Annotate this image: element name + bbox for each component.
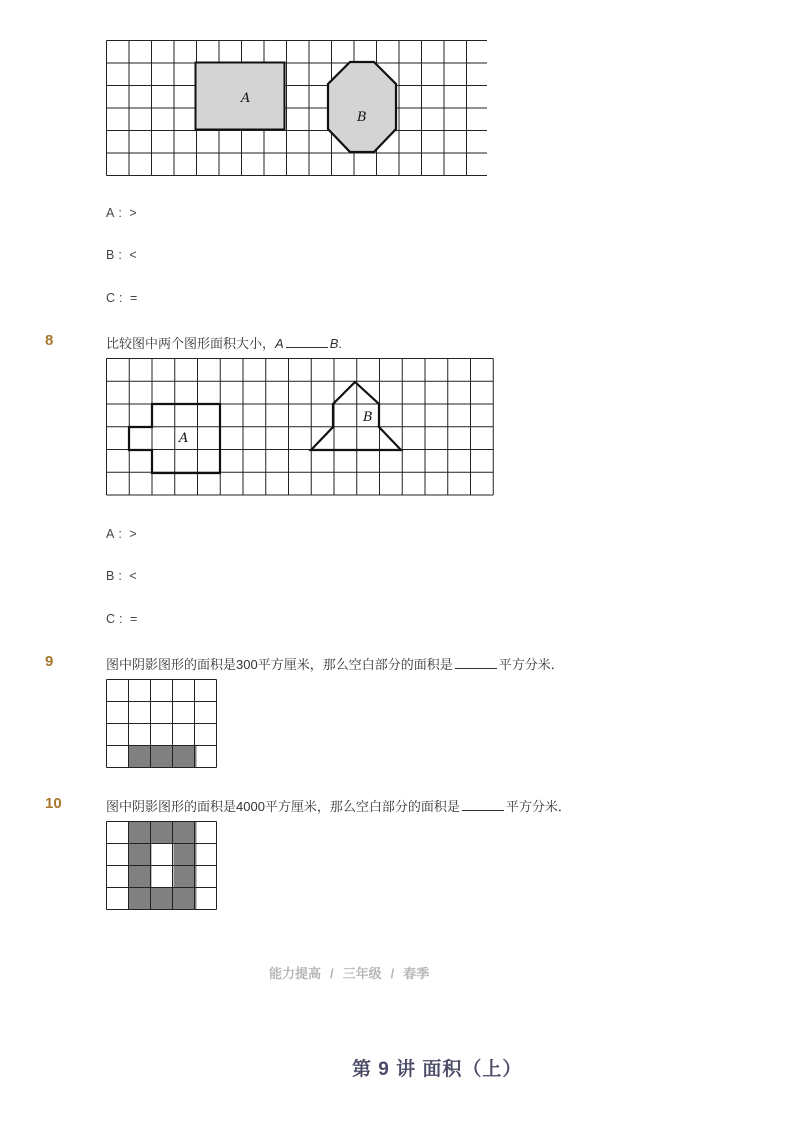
q7-shape-b (328, 62, 396, 152)
footer-grade: 三年级 (342, 966, 382, 981)
q7-option-a[interactable]: A : > (106, 206, 137, 220)
q8-shape-b (311, 382, 401, 450)
q8-label-a: A (179, 431, 189, 446)
footer-level: 能力提高 (269, 966, 322, 981)
q8-label-b: B (363, 410, 373, 425)
option-key: C (106, 291, 116, 305)
option-key: B (106, 569, 115, 583)
q10-answer-blank[interactable] (462, 809, 504, 811)
option-key: A (106, 206, 115, 220)
q8-grid (107, 359, 494, 496)
q8-option-a[interactable]: A : > (106, 527, 137, 541)
q9-number: 9 (45, 653, 54, 670)
q9-shaded-region (129, 746, 197, 768)
q7-label-b: B (357, 110, 367, 125)
lecture-title: 第 9 讲 面积（上） (352, 1059, 523, 1080)
q8-option-c[interactable]: C : = (106, 612, 138, 626)
q8-text (106, 333, 342, 352)
footer-separator: / (330, 966, 334, 981)
q8-option-b[interactable]: B : < (106, 569, 137, 583)
q8-number: 8 (45, 332, 54, 349)
q8-var-a: A (275, 336, 284, 351)
q7-label-a: A (241, 91, 251, 106)
q9-text-suffix: 平方分米． (498, 657, 564, 672)
footer-course-info (269, 963, 429, 982)
q10-text (106, 796, 571, 815)
option-value: > (129, 206, 137, 220)
q7-option-b[interactable]: B : < (106, 248, 137, 262)
q7-option-c[interactable]: C : = (106, 291, 138, 305)
q7-grid (107, 41, 488, 176)
footer-separator: / (390, 966, 395, 981)
q8-figure (105, 357, 495, 499)
option-value: = (130, 612, 138, 626)
footer-term: 春季 (403, 966, 430, 981)
q9-text-prefix: 图中阴影图形的面积是300平方厘米，那么空白部分的面积是 (106, 657, 453, 672)
q7-shape-a (196, 63, 285, 130)
option-key: C (106, 612, 116, 626)
option-value: < (129, 569, 137, 583)
q10-text-suffix: 平方分米． (505, 799, 571, 814)
q8-answer-blank[interactable] (286, 346, 328, 348)
q9-answer-blank[interactable] (455, 667, 497, 669)
q10-figure (105, 820, 221, 911)
option-value: > (129, 527, 137, 541)
option-value: = (130, 291, 138, 305)
q9-figure (105, 678, 221, 769)
q10-text-prefix: 图中阴影图形的面积是4000平方厘米，那么空白部分的面积是 (106, 799, 460, 814)
q10-number: 10 (45, 795, 62, 812)
q9-text (106, 654, 564, 673)
option-value: < (129, 248, 137, 262)
q7-figure (105, 39, 487, 179)
q8-text-prefix: 比较图中两个图形面积大小， (106, 336, 276, 351)
option-key: A (106, 527, 115, 541)
q8-var-b: B (329, 336, 339, 351)
option-key: B (106, 248, 115, 262)
q8-text-suffix: . (338, 336, 342, 351)
